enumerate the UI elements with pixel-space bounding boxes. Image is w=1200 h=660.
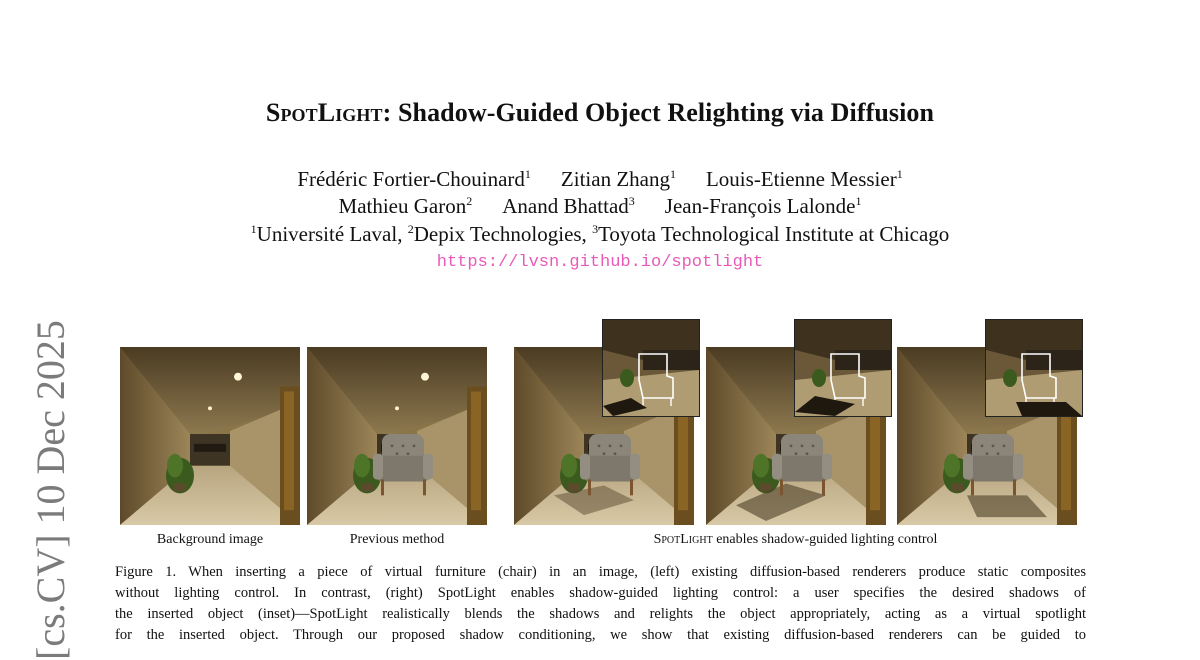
title-rest: : Shadow-Guided Object Relighting via Diffusion bbox=[382, 98, 935, 127]
authors-line-2 bbox=[0, 194, 1200, 219]
arxiv-side-label: [cs.CV] 10 Dec 2025 bbox=[28, 320, 73, 660]
background-image bbox=[120, 347, 300, 525]
figure-caption bbox=[115, 562, 1086, 646]
label-previous: Previous method bbox=[349, 532, 445, 547]
shadow-inset-2 bbox=[794, 319, 892, 417]
label-spotlight: SpotLight enables shadow-guided lighting control bbox=[653, 532, 938, 547]
caption-line: Figure 1. When inserting a piece of virtual furniture (chair) in an image, (left) existing diffusion-based renderers produce static composites bbox=[115, 564, 1086, 580]
authors-line-1 bbox=[0, 167, 1200, 192]
project-link[interactable]: https://lvsn.github.io/spotlight bbox=[436, 253, 764, 272]
caption-line: the inserted object (inset)—SpotLight realistically blends the shadows and relights the object appropriately, acting as a virtual spotlight bbox=[115, 606, 1086, 622]
shadow-inset-3 bbox=[985, 319, 1083, 417]
author: Zitian Zhang$^1$ bbox=[560, 167, 676, 191]
author: Anand Bhattad$^3$ bbox=[502, 194, 635, 218]
author: Jean-François Lalonde$^1$ bbox=[664, 194, 862, 218]
author: Frédéric Fortier-Chouinard$^1$ bbox=[297, 167, 531, 191]
caption-line: for the inserted object. Through our proposed shadow conditioning, we show that existing diffusion-based renderers can be guided to bbox=[115, 627, 1086, 643]
label-background: Background image bbox=[156, 532, 264, 547]
author: Louis-Etienne Messier$^1$ bbox=[705, 167, 903, 191]
previous-method-image bbox=[307, 347, 487, 525]
affiliations: $^1$Université Laval, $^2$Depix Technologies, $^3$Toyota Technological Institute at Chicago bbox=[250, 222, 950, 246]
title-method-name: SpotLight bbox=[265, 98, 383, 127]
paper-title bbox=[0, 98, 1200, 128]
shadow-inset-1 bbox=[602, 319, 700, 417]
author: Mathieu Garon$^2$ bbox=[338, 194, 473, 218]
caption-line: without lighting control. In contrast, (right) SpotLight enables shadow-guided lighting control: a user specifies the desired shadows of bbox=[115, 585, 1086, 601]
